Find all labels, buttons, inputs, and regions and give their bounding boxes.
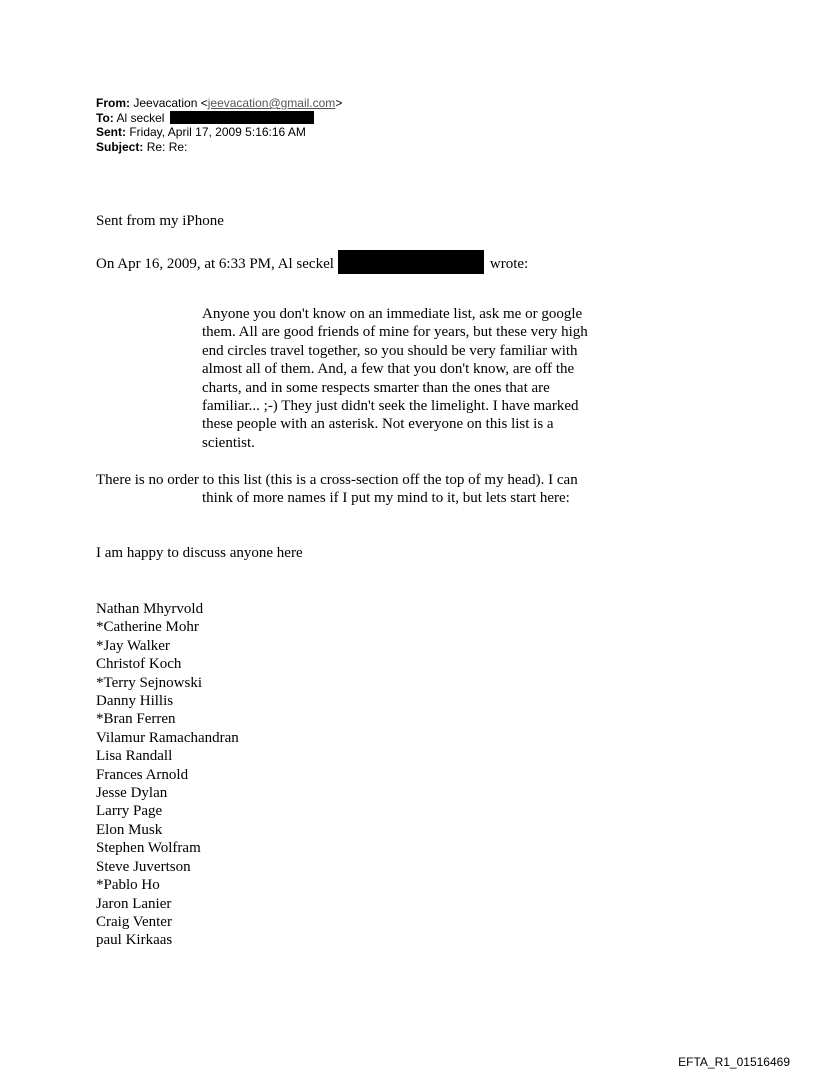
sent-label: Sent: bbox=[96, 125, 126, 139]
list-item: Frances Arnold bbox=[96, 766, 189, 783]
quote-line: familiar... ;-) They just didn't seek the limelight. I have marked bbox=[202, 398, 579, 415]
quote-line: Anyone you don't know on an immediate list, ask me or google bbox=[202, 306, 583, 322]
sent-row bbox=[96, 125, 342, 140]
list-item: Christof Koch bbox=[96, 656, 182, 673]
list-item: *Pablo Ho bbox=[96, 877, 160, 894]
document-id: EFTA_R1_01516469 bbox=[678, 1055, 790, 1069]
order-paragraph bbox=[96, 471, 578, 508]
quote-line: charts, and in some respects smarter than the ones that are bbox=[202, 379, 550, 396]
list-item: Larry Page bbox=[96, 803, 163, 820]
quote-line: almost all of them. And, a few that you don't know, are off the bbox=[202, 361, 575, 378]
discuss-line: I am happy to discuss anyone here bbox=[96, 545, 303, 561]
list-item: paul Kirkaas bbox=[96, 932, 173, 949]
quote-line: end circles travel together, so you should be very familiar with bbox=[202, 342, 578, 359]
subject-row bbox=[96, 140, 342, 155]
redaction-box bbox=[170, 111, 314, 124]
list-item: *Jay Walker bbox=[96, 637, 170, 654]
list-item: *Terry Sejnowski bbox=[96, 674, 203, 691]
list-item: Jaron Lanier bbox=[96, 895, 172, 912]
order-line: There is no order to this list (this is a cross-section off the top of my head). I can bbox=[96, 472, 578, 488]
sent-from-line: Sent from my iPhone bbox=[96, 213, 224, 229]
quote-line: them. All are good friends of mine for years, but these very high bbox=[202, 324, 588, 341]
list-item: Stephen Wolfram bbox=[96, 840, 201, 857]
from-label: From: bbox=[96, 96, 130, 110]
list-item: Elon Musk bbox=[96, 821, 163, 838]
from-email-link[interactable]: jeevacation@gmail.com bbox=[207, 96, 336, 110]
from-close: > bbox=[335, 96, 343, 110]
quoted-paragraph bbox=[202, 305, 622, 452]
quote-line: these people with an asterisk. Not everyone on this list is a bbox=[202, 416, 554, 433]
subject-label: Subject: bbox=[96, 139, 144, 154]
names-list bbox=[96, 600, 239, 950]
list-item: *Bran Ferren bbox=[96, 711, 176, 728]
list-item: Craig Venter bbox=[96, 913, 172, 930]
list-item: Nathan Mhyrvold bbox=[96, 601, 204, 617]
list-item: *Catherine Mohr bbox=[96, 619, 199, 636]
list-item: Jesse Dylan bbox=[96, 785, 168, 802]
attribution-prefix: On Apr 16, 2009, at 6:33 PM, Al seckel bbox=[96, 256, 334, 272]
sent-value: Friday, April 17, 2009 5:16:16 AM bbox=[129, 125, 306, 139]
attribution-suffix: wrote: bbox=[489, 256, 529, 272]
to-row bbox=[96, 111, 342, 126]
list-item: Danny Hillis bbox=[96, 693, 174, 710]
reply-attribution bbox=[96, 250, 528, 274]
list-item: Vilamur Ramachandran bbox=[96, 729, 239, 746]
to-label: To: bbox=[96, 110, 114, 125]
list-item: Steve Juvertson bbox=[96, 858, 191, 875]
order-line: think of more names if I put my mind to it, but lets start here: bbox=[202, 490, 570, 507]
from-row bbox=[96, 96, 342, 111]
quote-line: scientist. bbox=[202, 434, 255, 451]
list-item: Lisa Randall bbox=[96, 748, 173, 765]
to-value: Al seckel bbox=[116, 110, 165, 125]
redaction-box bbox=[338, 250, 484, 274]
subject-value: Re: Re: bbox=[146, 139, 188, 154]
from-name: Jeevacation < bbox=[133, 96, 208, 110]
email-header bbox=[96, 96, 342, 154]
